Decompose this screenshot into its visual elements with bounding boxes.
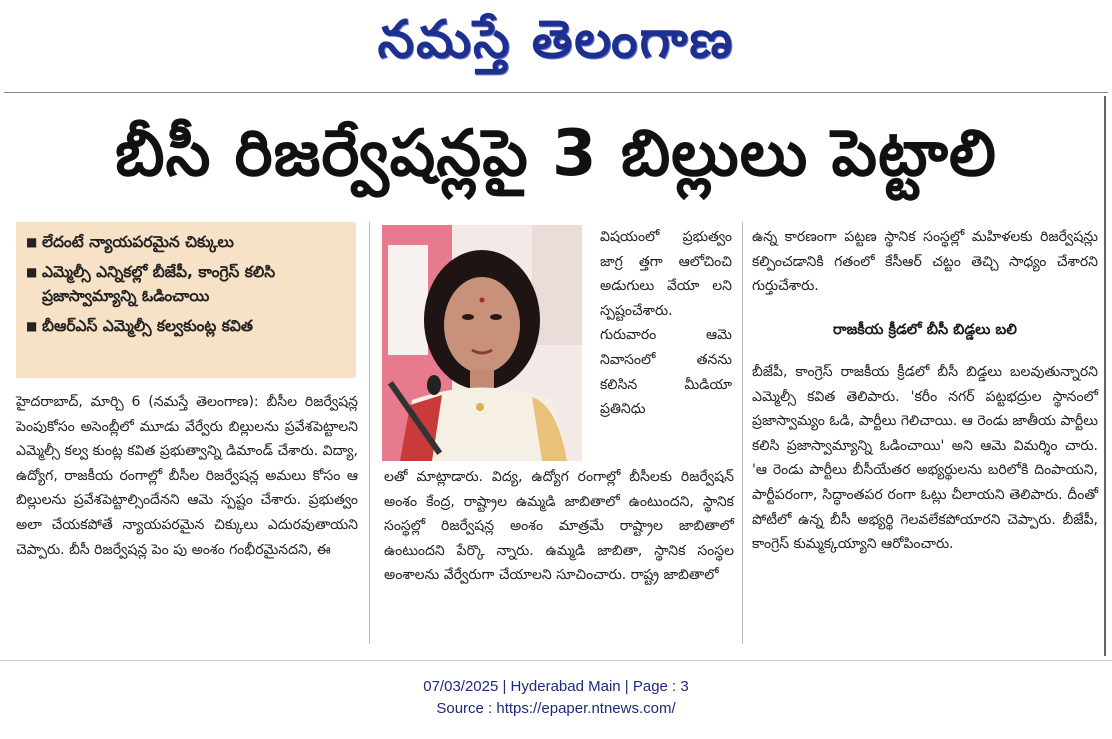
article-headline: బీసీ రిజర్వేషన్లపై 3 బిల్లులు పెట్టాలి	[115, 117, 997, 191]
body-text: విషయంలో ప్రభుత్వం జాగ్ర త్తగా ఆలోచించి అడుగులు వేయా లని స్పష్టంచేశారు. గురువారం ఆమె నివాసంలో తనను కలిసిన మీడియా ప్రతినిధు	[600, 229, 732, 418]
highlight-item	[26, 260, 348, 308]
body-text: లతో మాట్లాడారు. విద్య, ఉద్యోగ రంగాల్లో బీసీలకు రిజర్వేషన్ అంశం కేంద్ర, రాష్ట్రాల ఉమ్మడి జాబితాలో ఉంటుందని, స్థానిక సంస్థల్లో రిజర్వేషన్ల అంశం మాత్రమే రాష్ట్రాల జాబితాలో ఉంటుందని పేర్కొ న్నారు. ఉమ్మడి జాబితా, స్థానిక సంస్థల అంశాలను వేర్వేరుగా చేయాలని సూచించారు. రాష్ట్ర జాబితాలో	[384, 469, 734, 584]
highlight-item	[26, 230, 348, 254]
masthead-divider	[4, 92, 1108, 93]
highlight-item	[26, 314, 348, 338]
footer-source-link[interactable]: Source : https://epaper.ntnews.com/	[436, 700, 676, 717]
highlights-box	[16, 222, 356, 378]
article-column-3-bottom	[752, 360, 1098, 557]
footer-divider	[0, 660, 1112, 661]
highlight-text: బీఆర్ఎస్ ఎమ్మెల్సీ కల్వకుంట్ల కవిత	[42, 317, 253, 335]
footer-edition-info: 07/03/2025 | Hyderabad Main | Page : 3	[423, 678, 689, 695]
masthead-title: నమస్తే తెలంగాణ	[377, 9, 735, 70]
page-edge-bar	[1104, 96, 1106, 656]
body-text: బీజేపీ, కాంగ్రెస్ రాజకీయ క్రీడలో బీసీ బిడ్డలు బలవుతున్నారని ఎమ్మెల్సీ కవిత తెలిపారు. 'కరీం నగర్ పట్టభద్రుల స్థానంలో ప్రజాస్వామ్యం ఓడి, పార్టీలు గెలిచాయి. ఆ రెండు జాతీయ పార్టీలు కలిసి ప్రజాస్వామ్యాన్ని ఓడించాయి' అని ఆమె విమర్శిం చారు. 'ఆ రెండు పార్టీలు బీసీయేతర అభ్యర్థులను బరిలోకి దింపాయని, పార్టీపరంగా, సిద్ధాంతపర రంగా ఓట్లు చీలాయని తెలిపారు. దీంతో పోటీలో ఉన్న బీసీ అభ్యర్థి గెలవలేకపోయారని చెప్పారు. బీజేపీ, కాంగ్రెస్ కుమ్మక్కయ్యాని ఆరోపించారు.	[752, 364, 1098, 553]
article-column-2-top	[600, 225, 732, 422]
body-text: ఉన్న కారణంగా పట్టణ స్థానిక సంస్థల్లో మహిళలకు రిజర్వేషన్లు కల్పించడానికి గతంలో కేసీఆర్ చట్టం తెచ్చి సాధ్యం చేశారని గుర్తుచేశారు.	[752, 229, 1098, 295]
column-divider	[742, 222, 743, 644]
bullet-icon: ■	[26, 265, 38, 279]
body-text: హైదరాబాద్, మార్చి 6 (నమస్తే తెలంగాణ): బీసీల రిజర్వేషన్ల పెంపుకోసం అసెంబ్లీలో మూడు వేర్వేరు బిల్లులను ప్రవేశపెట్టాలని ఎమ్మెల్సీ కల్వ కుంట్ల కవిత ప్రభుత్వాన్ని డిమాండ్ చేశారు. విద్యా, ఉద్యోగ, రాజకీయ రంగాల్లో బీసీల రిజర్వేషన్ల అమలు కోసం ఆ బిల్లులను ప్రవేశపెట్టాల్సిందేనని ఆమె స్పష్టం చేశారు. ప్రభుత్వం అలా చేయకపోతే న్యాయపరమైన చిక్కులు ఎదురవుతాయని చెప్పారు. బీసీ రిజర్వేషన్ల పెం పు అంశం గంభీరమైనదని, ఈ	[16, 394, 358, 558]
highlight-text: ఎమ్మెల్సీ ఎన్నికల్లో బీజేపీ, కాంగ్రెస్ కలిసి ప్రజాస్వామ్యాన్ని ఓడించాయి	[42, 263, 276, 305]
article-subheading: రాజకీయ క్రీడలో బీసీ బిడ్డలు బలి	[833, 322, 1017, 338]
speaker-photo-illustration	[382, 225, 582, 461]
article-column-2-bottom	[384, 465, 734, 588]
bullet-icon: ■	[26, 319, 38, 333]
highlight-text: లేదంటే న్యాయపరమైన చిక్కులు	[42, 233, 234, 251]
masthead	[0, 4, 1112, 76]
article-column-3-top	[752, 225, 1098, 299]
article-column-1	[16, 390, 358, 562]
bullet-icon: ■	[26, 235, 38, 249]
speaker-photo	[382, 225, 582, 461]
column-divider	[369, 222, 370, 644]
